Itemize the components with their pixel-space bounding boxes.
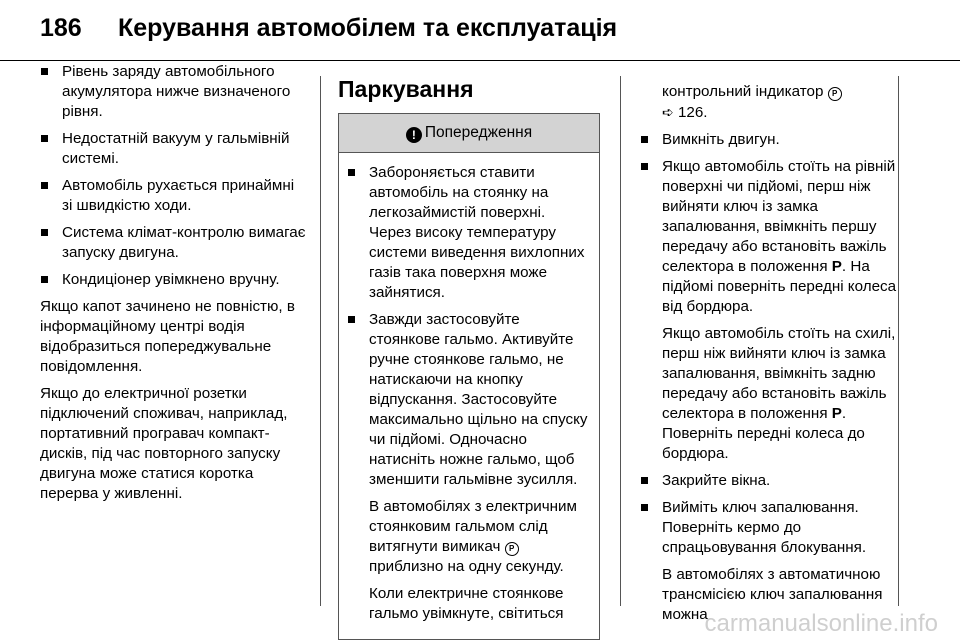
paragraph-text: Якщо автомобіль стоїть на схилі, перш ніж вийняти ключ із замка запалювання, ввімкніть задню передачу або встановіть важіль селектора в положення: [662, 325, 896, 422]
warning-triangle-icon: !: [406, 127, 422, 143]
column-2: [338, 62, 600, 640]
paragraph-text: приблизно на одну секунду.: [369, 558, 564, 575]
reference-arrow-icon: ➪: [662, 104, 674, 120]
warning-body: [339, 153, 599, 639]
warning-title: Попередження: [424, 124, 533, 141]
parking-brake-icon: P: [828, 87, 842, 101]
list-item: Вимкніть двигун.: [640, 130, 902, 150]
paragraph-socket: Якщо до електричної розетки підключений споживач, наприклад, портативний програвач компакт-дисків, під час повторного запуску двигуна може статися коротка перерва у живленні.: [40, 385, 288, 502]
warning-item: [347, 310, 591, 490]
list-item: Кондиціонер увімкнено вручну.: [40, 270, 306, 290]
warning-header: [339, 114, 599, 153]
paragraph-hood: Якщо капот зачинено не повністю, в інформаційному центрі водія відобразиться попереджувальне повідомлення.: [40, 298, 295, 375]
column-divider-1: [320, 76, 321, 606]
page-header: [0, 0, 960, 61]
warning-item-text: Завжди застосовуйте стоянкове гальмо. Активуйте ручне стоянкове гальмо, не натискаючи на кнопку відпускання. Застосовуйте максимально щільно на спуску чи підйомі. Одночасно натисніть ножне гальмо, щоб зменшити гальмівне зусилля.: [369, 311, 588, 488]
paragraph-electric-brake: [347, 497, 591, 577]
parking-brake-icon: P: [505, 542, 519, 556]
paragraph-text: . Поверніть передні колеса до бордюра.: [662, 405, 865, 462]
column-divider-2: [620, 76, 621, 606]
page-reference: 126.: [677, 104, 708, 121]
column-3: [640, 82, 902, 632]
column-1: [40, 62, 306, 511]
warning-box: [338, 113, 600, 640]
paragraph-indicator: Коли електричне стоянкове гальмо увімкнуте, світиться: [369, 585, 564, 622]
list-item: Закрийте вікна.: [640, 471, 902, 491]
list-item: Вийміть ключ запалювання. Поверніть кермо до спрацьовування блокування.: [640, 498, 902, 558]
parking-steps-2: [640, 471, 902, 558]
gear-position: P: [831, 405, 842, 422]
list-item-text: Якщо автомобіль стоїть на рівній поверхні чи підйомі, перш ніж вийняти ключ із замка запалювання, ввімкніть першу передачу або встановіть важіль селектора в положення: [662, 158, 896, 275]
section-title: Паркування: [338, 76, 474, 102]
list-item: Недостатній вакуум у гальмівній системі.: [40, 129, 306, 169]
parking-steps: [640, 130, 902, 317]
paragraph-text: В автомобілях з електричним стоянковим гальмом слід витягнути вимикач: [369, 498, 577, 555]
sub-paragraph-slope: [640, 324, 902, 464]
page-title: Керування автомобілем та експлуатація: [118, 14, 618, 42]
sub-paragraph-automatic: В автомобілях з автоматичною трансмісією ключ запалювання можна: [662, 566, 883, 623]
list-item-text: . На підйомі поверніть передні колеса від бордюра.: [662, 258, 897, 315]
gear-position: P: [831, 258, 842, 275]
page-number: 186: [40, 14, 82, 42]
watermark: carmanualsonline.info: [704, 610, 938, 637]
condition-list: [40, 62, 306, 290]
continuation-text: [640, 82, 902, 123]
list-item: Система клімат-контролю вимагає запуску двигуна.: [40, 223, 306, 263]
list-item: [640, 157, 902, 317]
warning-item: Забороняється ставити автомобіль на стоянку на легкозаймистій поверхні. Через високу температуру системи виведення вихлопних газів така поверхня може зайнятися.: [347, 163, 591, 303]
list-item: Автомобіль рухається принаймні зі швидкістю ходи.: [40, 176, 306, 216]
paragraph-text: контрольний індикатор: [662, 83, 824, 100]
list-item: Рівень заряду автомобільного акумулятора нижче визначеного рівня.: [40, 62, 306, 122]
